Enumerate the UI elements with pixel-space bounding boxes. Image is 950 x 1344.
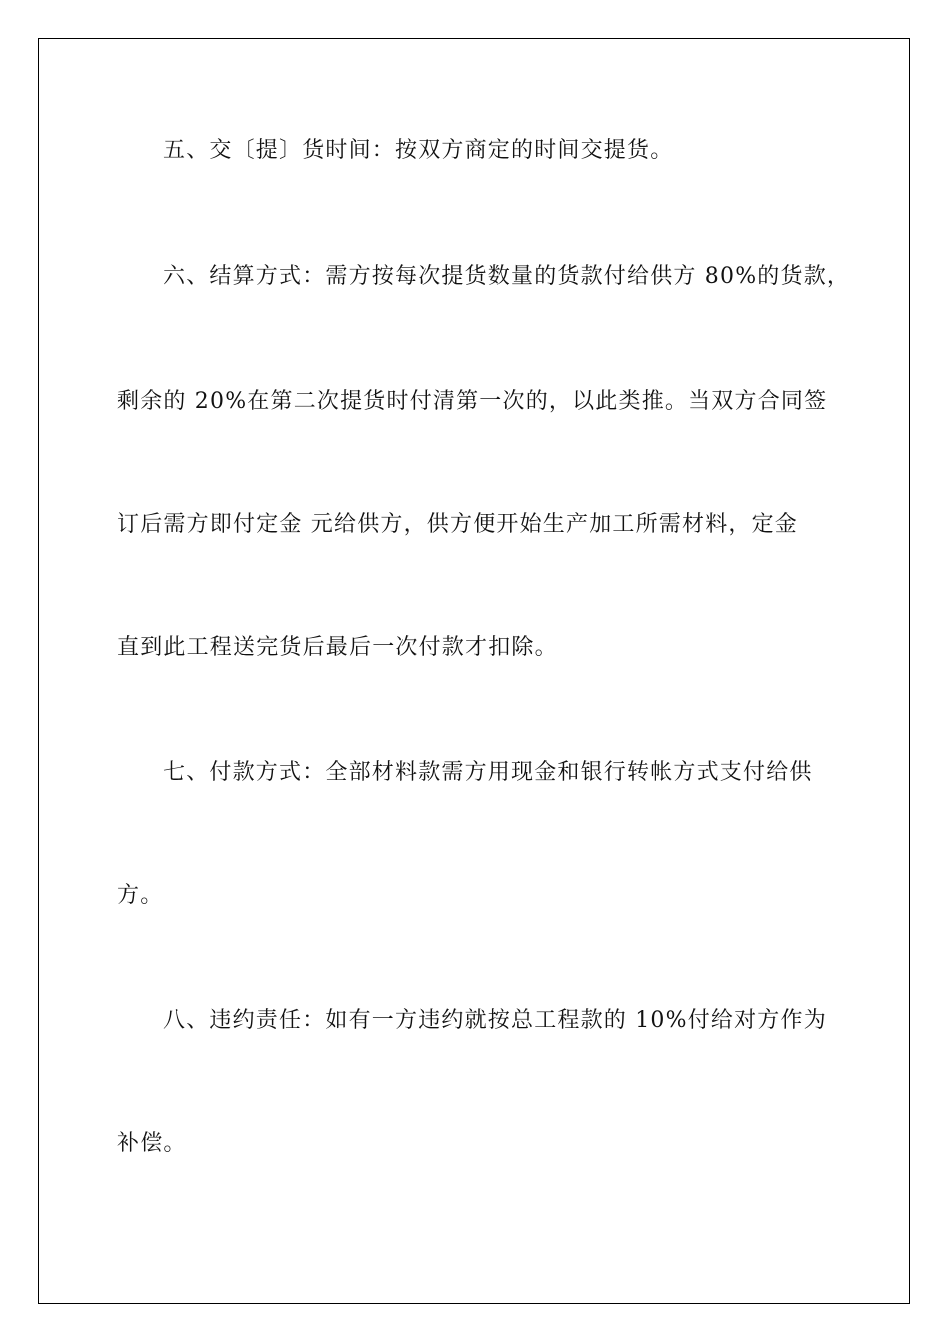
clause-6-line-1: 六、结算方式：需方按每次提货数量的货款付给供方 80%的货款， <box>163 264 851 289</box>
clause-8-line-2: 补偿。 <box>117 1131 187 1156</box>
clause-6-line-3: 订后需方即付定金 元给供方，供方便开始生产加工所需材料，定金 <box>117 512 798 537</box>
clause-6-line-2: 剩余的 20%在第二次提货时付清第一次的，以此类推。当双方合同签 <box>117 389 828 414</box>
clause-5-line-1: 五、交〔提〕货时间：按双方商定的时间交提货。 <box>163 138 674 163</box>
page-border <box>38 38 910 1304</box>
clause-7-line-1: 七、付款方式：全部材料款需方用现金和银行转帐方式支付给供 <box>163 760 813 785</box>
clause-8-line-1: 八、违约责任：如有一方违约就按总工程款的 10%付给对方作为 <box>163 1008 827 1033</box>
clause-7-line-2: 方。 <box>117 883 164 908</box>
clause-6-line-4: 直到此工程送完货后最后一次付款才扣除。 <box>117 635 558 660</box>
